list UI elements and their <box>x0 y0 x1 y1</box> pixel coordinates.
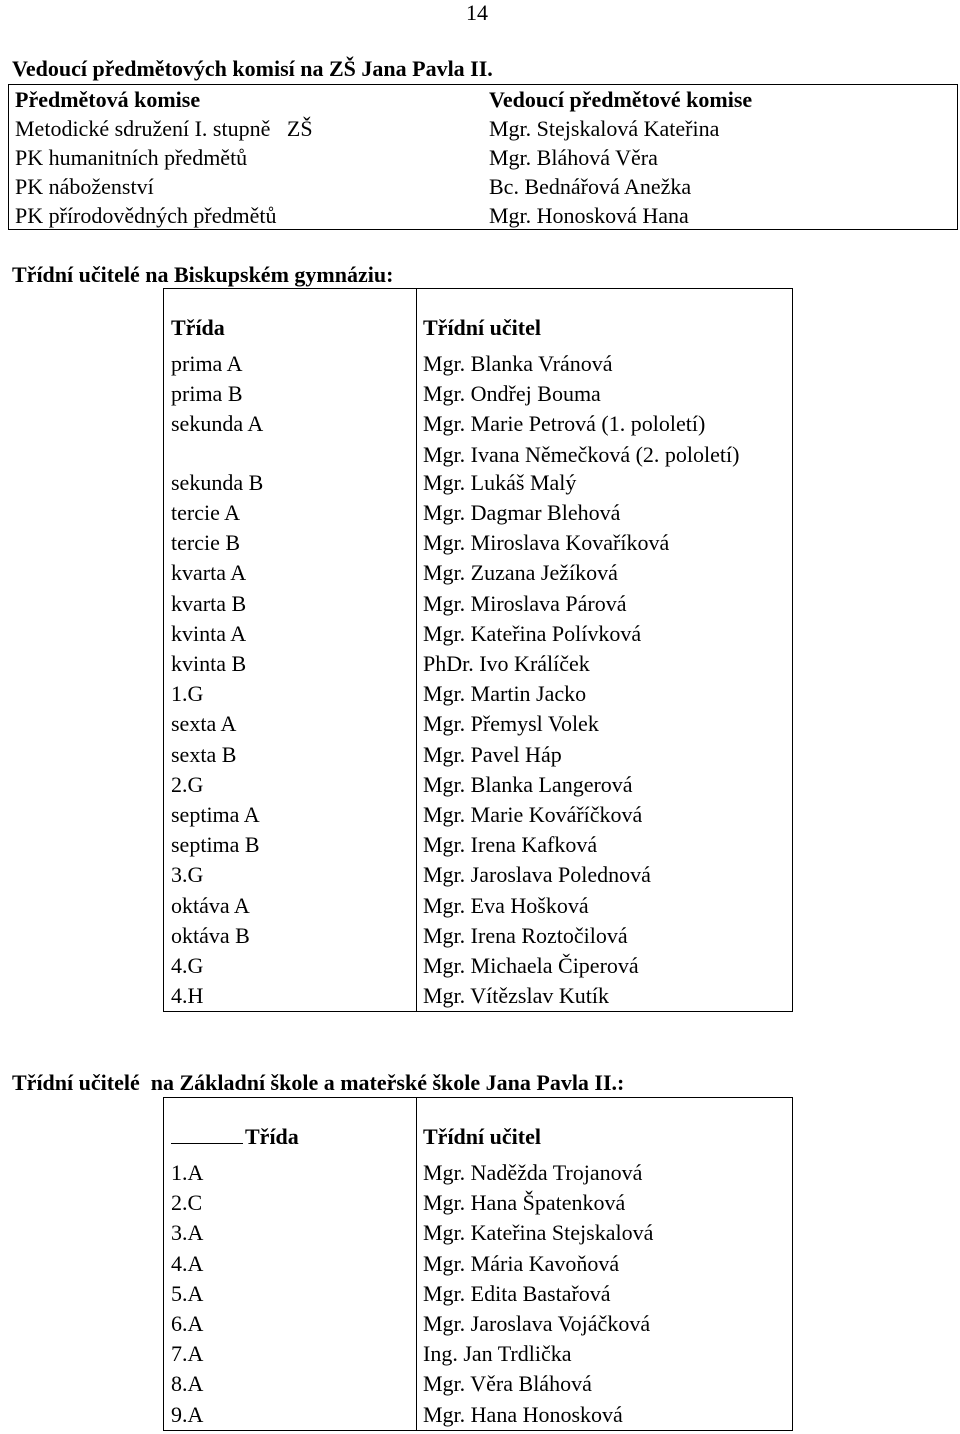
table-row <box>9 172 957 201</box>
gymnasium-title: Třídní učitelé na Biskupském gymnáziu: <box>12 262 394 287</box>
class-teacher: Mgr. Irena Roztočilová <box>423 922 628 948</box>
table-row <box>164 1339 792 1369</box>
primary-table <box>163 1097 793 1431</box>
table-row <box>164 709 792 739</box>
class-teacher: Mgr. Zuzana Ježíková <box>423 560 618 586</box>
table-row <box>164 1400 792 1430</box>
table-row <box>164 1249 792 1279</box>
class-name: 1.A <box>171 1160 204 1185</box>
table-row <box>164 951 792 981</box>
table-row <box>164 498 792 528</box>
table-row <box>164 679 792 709</box>
table-row <box>164 619 792 649</box>
class-teacher: Mgr. Kateřina Stejskalová <box>423 1220 654 1246</box>
table-row-continuation <box>164 440 792 470</box>
class-teacher: Mgr. Marie Petrová (1. pololetí) <box>423 411 706 437</box>
class-name: kvarta A <box>171 560 247 586</box>
column-header-leader: Vedoucí předmětové komise <box>489 87 753 112</box>
table-row <box>164 1369 792 1399</box>
class-teacher: Mgr. Edita Bastařová <box>423 1280 611 1306</box>
table-row <box>164 981 792 1011</box>
class-name: 5.A <box>171 1280 204 1306</box>
table-row <box>164 589 792 619</box>
class-name: kvarta B <box>171 590 247 616</box>
table-row <box>164 379 792 409</box>
table-row <box>164 740 792 770</box>
class-teacher: Mgr. Blanka Langerová <box>423 771 633 797</box>
class-teacher: Mgr. Irena Kafková <box>423 832 598 858</box>
class-name: tercie B <box>171 530 241 556</box>
class-teacher-second: Mgr. Ivana Němečková (2. pololetí) <box>423 441 740 467</box>
class-teacher: PhDr. Ivo Králíček <box>423 651 590 676</box>
column-header-teacher: Třídní učitel <box>423 1124 541 1149</box>
class-name: 9.A <box>171 1401 204 1427</box>
class-name: prima A <box>171 351 243 376</box>
class-teacher: Mgr. Michaela Čiperová <box>423 953 639 978</box>
table-header-row <box>9 85 957 114</box>
class-teacher: Mgr. Eva Hošková <box>423 892 589 918</box>
class-teacher: Mgr. Přemysl Volek <box>423 711 599 737</box>
class-name: sexta B <box>171 741 237 767</box>
commission-leader: Mgr. Stejskalová Kateřina <box>489 116 720 141</box>
table-row <box>164 1158 792 1188</box>
table-row <box>164 558 792 588</box>
class-teacher: Mgr. Věra Bláhová <box>423 1371 592 1397</box>
class-teacher: Mgr. Blanka Vránová <box>423 351 613 376</box>
class-teacher: Mgr. Miroslava Kovaříková <box>423 530 670 556</box>
class-teacher: Mgr. Pavel Háp <box>423 741 562 767</box>
class-name: sexta A <box>171 711 237 737</box>
class-teacher: Mgr. Jaroslava Vojáčková <box>423 1311 651 1336</box>
class-name: septima B <box>171 832 260 858</box>
class-name: 3.A <box>171 1220 204 1246</box>
class-teacher: Mgr. Dagmar Blehová <box>423 500 621 525</box>
class-teacher: Mgr. Mária Kavoňová <box>423 1250 620 1276</box>
primary-title: Třídní učitelé na Základní škole a mateřské škole Jana Pavla II.: <box>12 1070 625 1095</box>
commission-name: Metodické sdružení I. stupně ZŠ <box>15 116 313 141</box>
commission-name: PK humanitních předmětů <box>15 145 248 170</box>
class-name: septima A <box>171 802 260 827</box>
table-row <box>9 143 957 172</box>
table-row <box>164 830 792 860</box>
table-row <box>9 114 957 143</box>
class-teacher: Mgr. Ondřej Bouma <box>423 381 601 407</box>
class-name: 4.H <box>171 983 204 1009</box>
gymnasium-table <box>163 288 793 1012</box>
class-name: kvinta B <box>171 651 247 676</box>
class-name: 3.G <box>171 862 204 888</box>
class-name: oktáva B <box>171 922 250 948</box>
commission-name: PK přírodovědných předmětů <box>15 203 277 228</box>
class-teacher: Mgr. Hana Honosková <box>423 1401 623 1427</box>
class-teacher: Mgr. Miroslava Párová <box>423 590 627 616</box>
table-row <box>164 1309 792 1339</box>
table-row <box>164 468 792 498</box>
table-row <box>164 528 792 558</box>
class-name: sekunda A <box>171 411 264 437</box>
table-header-row <box>164 313 792 343</box>
class-name: tercie A <box>171 500 241 525</box>
underline-blank <box>171 1123 243 1144</box>
page-number: 14 <box>466 0 488 25</box>
class-teacher: Mgr. Lukáš Malý <box>423 469 577 495</box>
commission-leader: Mgr. Honosková Hana <box>489 203 689 228</box>
table-row <box>164 770 792 800</box>
class-teacher: Mgr. Vítězslav Kutík <box>423 983 609 1009</box>
committees-title: Vedoucí předmětových komisí na ZŠ Jana Pavla II. <box>12 56 493 81</box>
class-name: 7.A <box>171 1341 204 1367</box>
class-name: sekunda B <box>171 469 264 495</box>
column-header-class: Třída <box>171 315 225 340</box>
table-row <box>164 921 792 951</box>
class-name: 4.A <box>171 1250 204 1276</box>
commission-leader: Bc. Bednářová Anežka <box>489 174 692 199</box>
table-row <box>164 1279 792 1309</box>
table-row <box>164 1188 792 1218</box>
class-teacher: Mgr. Naděžda Trojanová <box>423 1160 643 1185</box>
table-row <box>164 891 792 921</box>
class-name: 2.C <box>171 1190 203 1216</box>
column-header-class-label: Třída <box>245 1124 299 1149</box>
class-name: 1.G <box>171 681 204 707</box>
class-name: 4.G <box>171 953 204 978</box>
column-header-commission: Předmětová komise <box>15 87 201 112</box>
committees-table <box>8 84 958 230</box>
class-name: 6.A <box>171 1311 204 1336</box>
class-teacher: Mgr. Hana Špatenková <box>423 1190 626 1216</box>
class-teacher: Mgr. Martin Jacko <box>423 681 587 707</box>
class-name: kvinta A <box>171 620 247 646</box>
table-row <box>164 409 792 439</box>
class-teacher: Mgr. Marie Kováříčková <box>423 802 643 827</box>
table-row <box>164 800 792 830</box>
table-row <box>164 349 792 379</box>
table-row <box>164 860 792 890</box>
class-name: prima B <box>171 381 243 407</box>
table-row <box>9 201 957 230</box>
class-name: 8.A <box>171 1371 204 1397</box>
class-teacher: Mgr. Jaroslava Polednová <box>423 862 651 888</box>
class-teacher: Mgr. Kateřina Polívková <box>423 620 642 646</box>
class-name: 2.G <box>171 771 204 797</box>
column-header-teacher: Třídní učitel <box>423 315 541 340</box>
table-header-row <box>164 1122 792 1152</box>
table-row <box>164 1218 792 1248</box>
table-row <box>164 649 792 679</box>
class-name: oktáva A <box>171 892 250 918</box>
column-header-class <box>171 1122 299 1152</box>
commission-name: PK náboženství <box>15 174 154 199</box>
commission-leader: Mgr. Bláhová Věra <box>489 145 658 170</box>
class-teacher: Ing. Jan Trdlička <box>423 1341 572 1367</box>
